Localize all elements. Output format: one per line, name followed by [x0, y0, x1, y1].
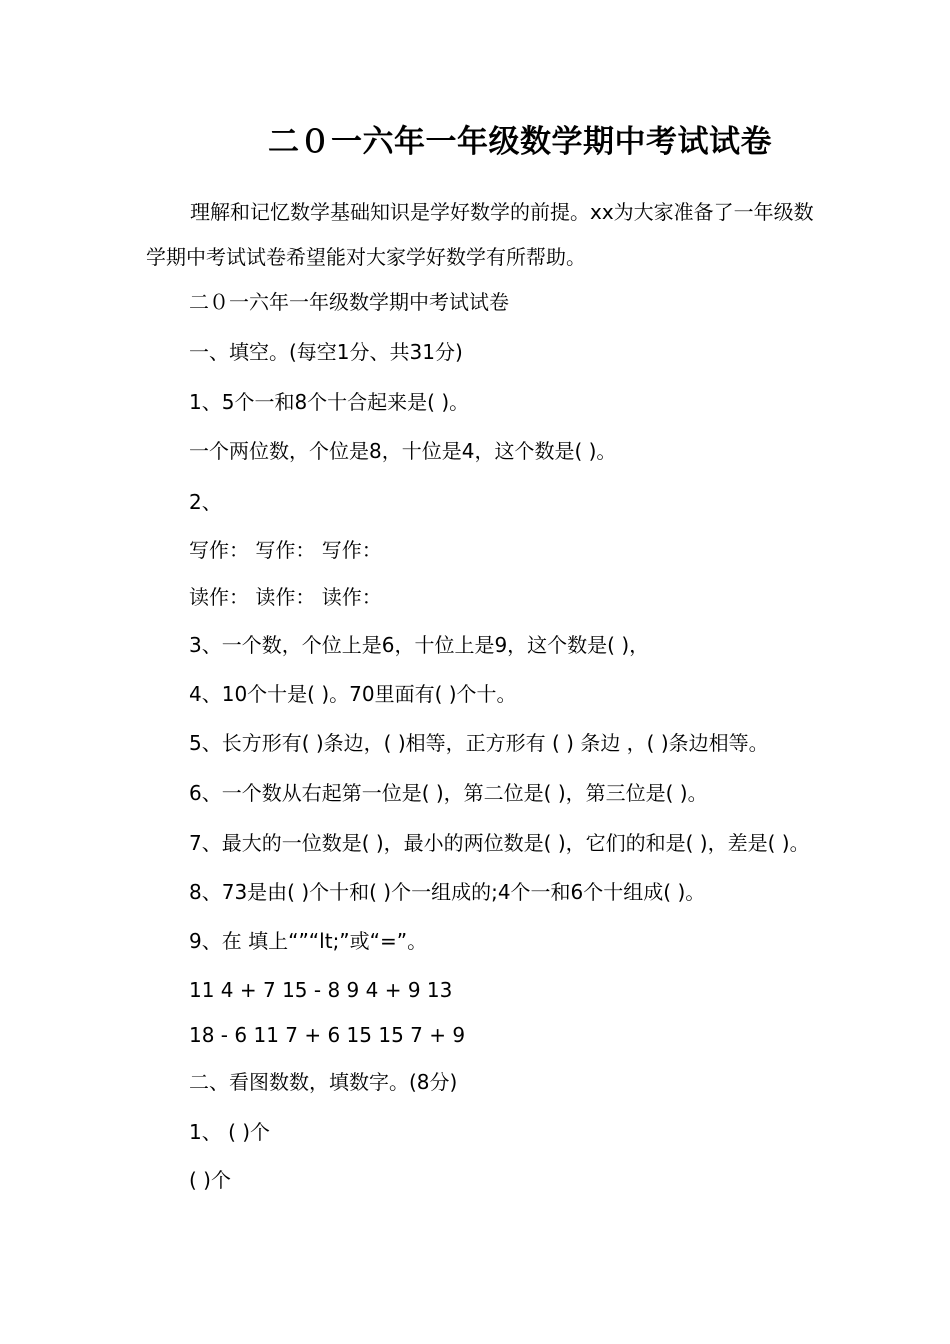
question-line: 1、 ( )个	[189, 1120, 271, 1144]
question-line: 4、10个十是( )。70里面有( )个十。	[189, 682, 517, 706]
section-heading: 二０一六年一年级数学期中考试试卷	[189, 290, 509, 314]
question-line: 6、一个数从右起第一位是( )，第二位是( )，第三位是( )。	[189, 781, 708, 805]
intro-paragraph: 理解和记忆数学基础知识是学好数学的前提。xx为大家准备了一年级数学期中考试试卷希望能对大家学好数学有所帮助。	[146, 200, 814, 269]
question-line: 5、长方形有( )条边，( )相等，正方形有 ( ) 条边 ，( )条边相等。	[189, 731, 769, 755]
question-line: 8、73是由( )个十和( )个一组成的;4个一和6个十组成( )。	[189, 880, 706, 904]
question-line: 7、最大的一位数是( )，最小的两位数是( )，它们的和是( )，差是( )。	[189, 831, 810, 855]
question-line: 9、在 填上“”“lt;”或“=”。	[189, 929, 428, 953]
question-line: 11 4 + 7 15 - 8 9 4 + 9 13	[189, 978, 453, 1002]
section-one-heading: 一、填空。(每空1分、共31分)	[189, 340, 463, 364]
question-line: 写作： 写作： 写作：	[189, 538, 382, 562]
question-line: 3、一个数，个位上是6，十位上是9，这个数是( )，	[189, 633, 650, 657]
question-line: 2、	[189, 490, 222, 514]
section-two-heading: 二、看图数数，填数字。(8分)	[189, 1070, 458, 1094]
question-line: 一个两位数，个位是8，十位是4，这个数是( )。	[189, 439, 617, 463]
question-line: 读作： 读作： 读作：	[189, 585, 382, 609]
question-line: ( )个	[189, 1168, 231, 1192]
question-line: 18 - 6 11 7 + 6 15 15 7 + 9	[189, 1023, 466, 1047]
question-line: 1、5个一和8个十合起来是( )。	[189, 390, 470, 414]
document-title: 二０一六年一年级数学期中考试试卷	[268, 124, 772, 160]
